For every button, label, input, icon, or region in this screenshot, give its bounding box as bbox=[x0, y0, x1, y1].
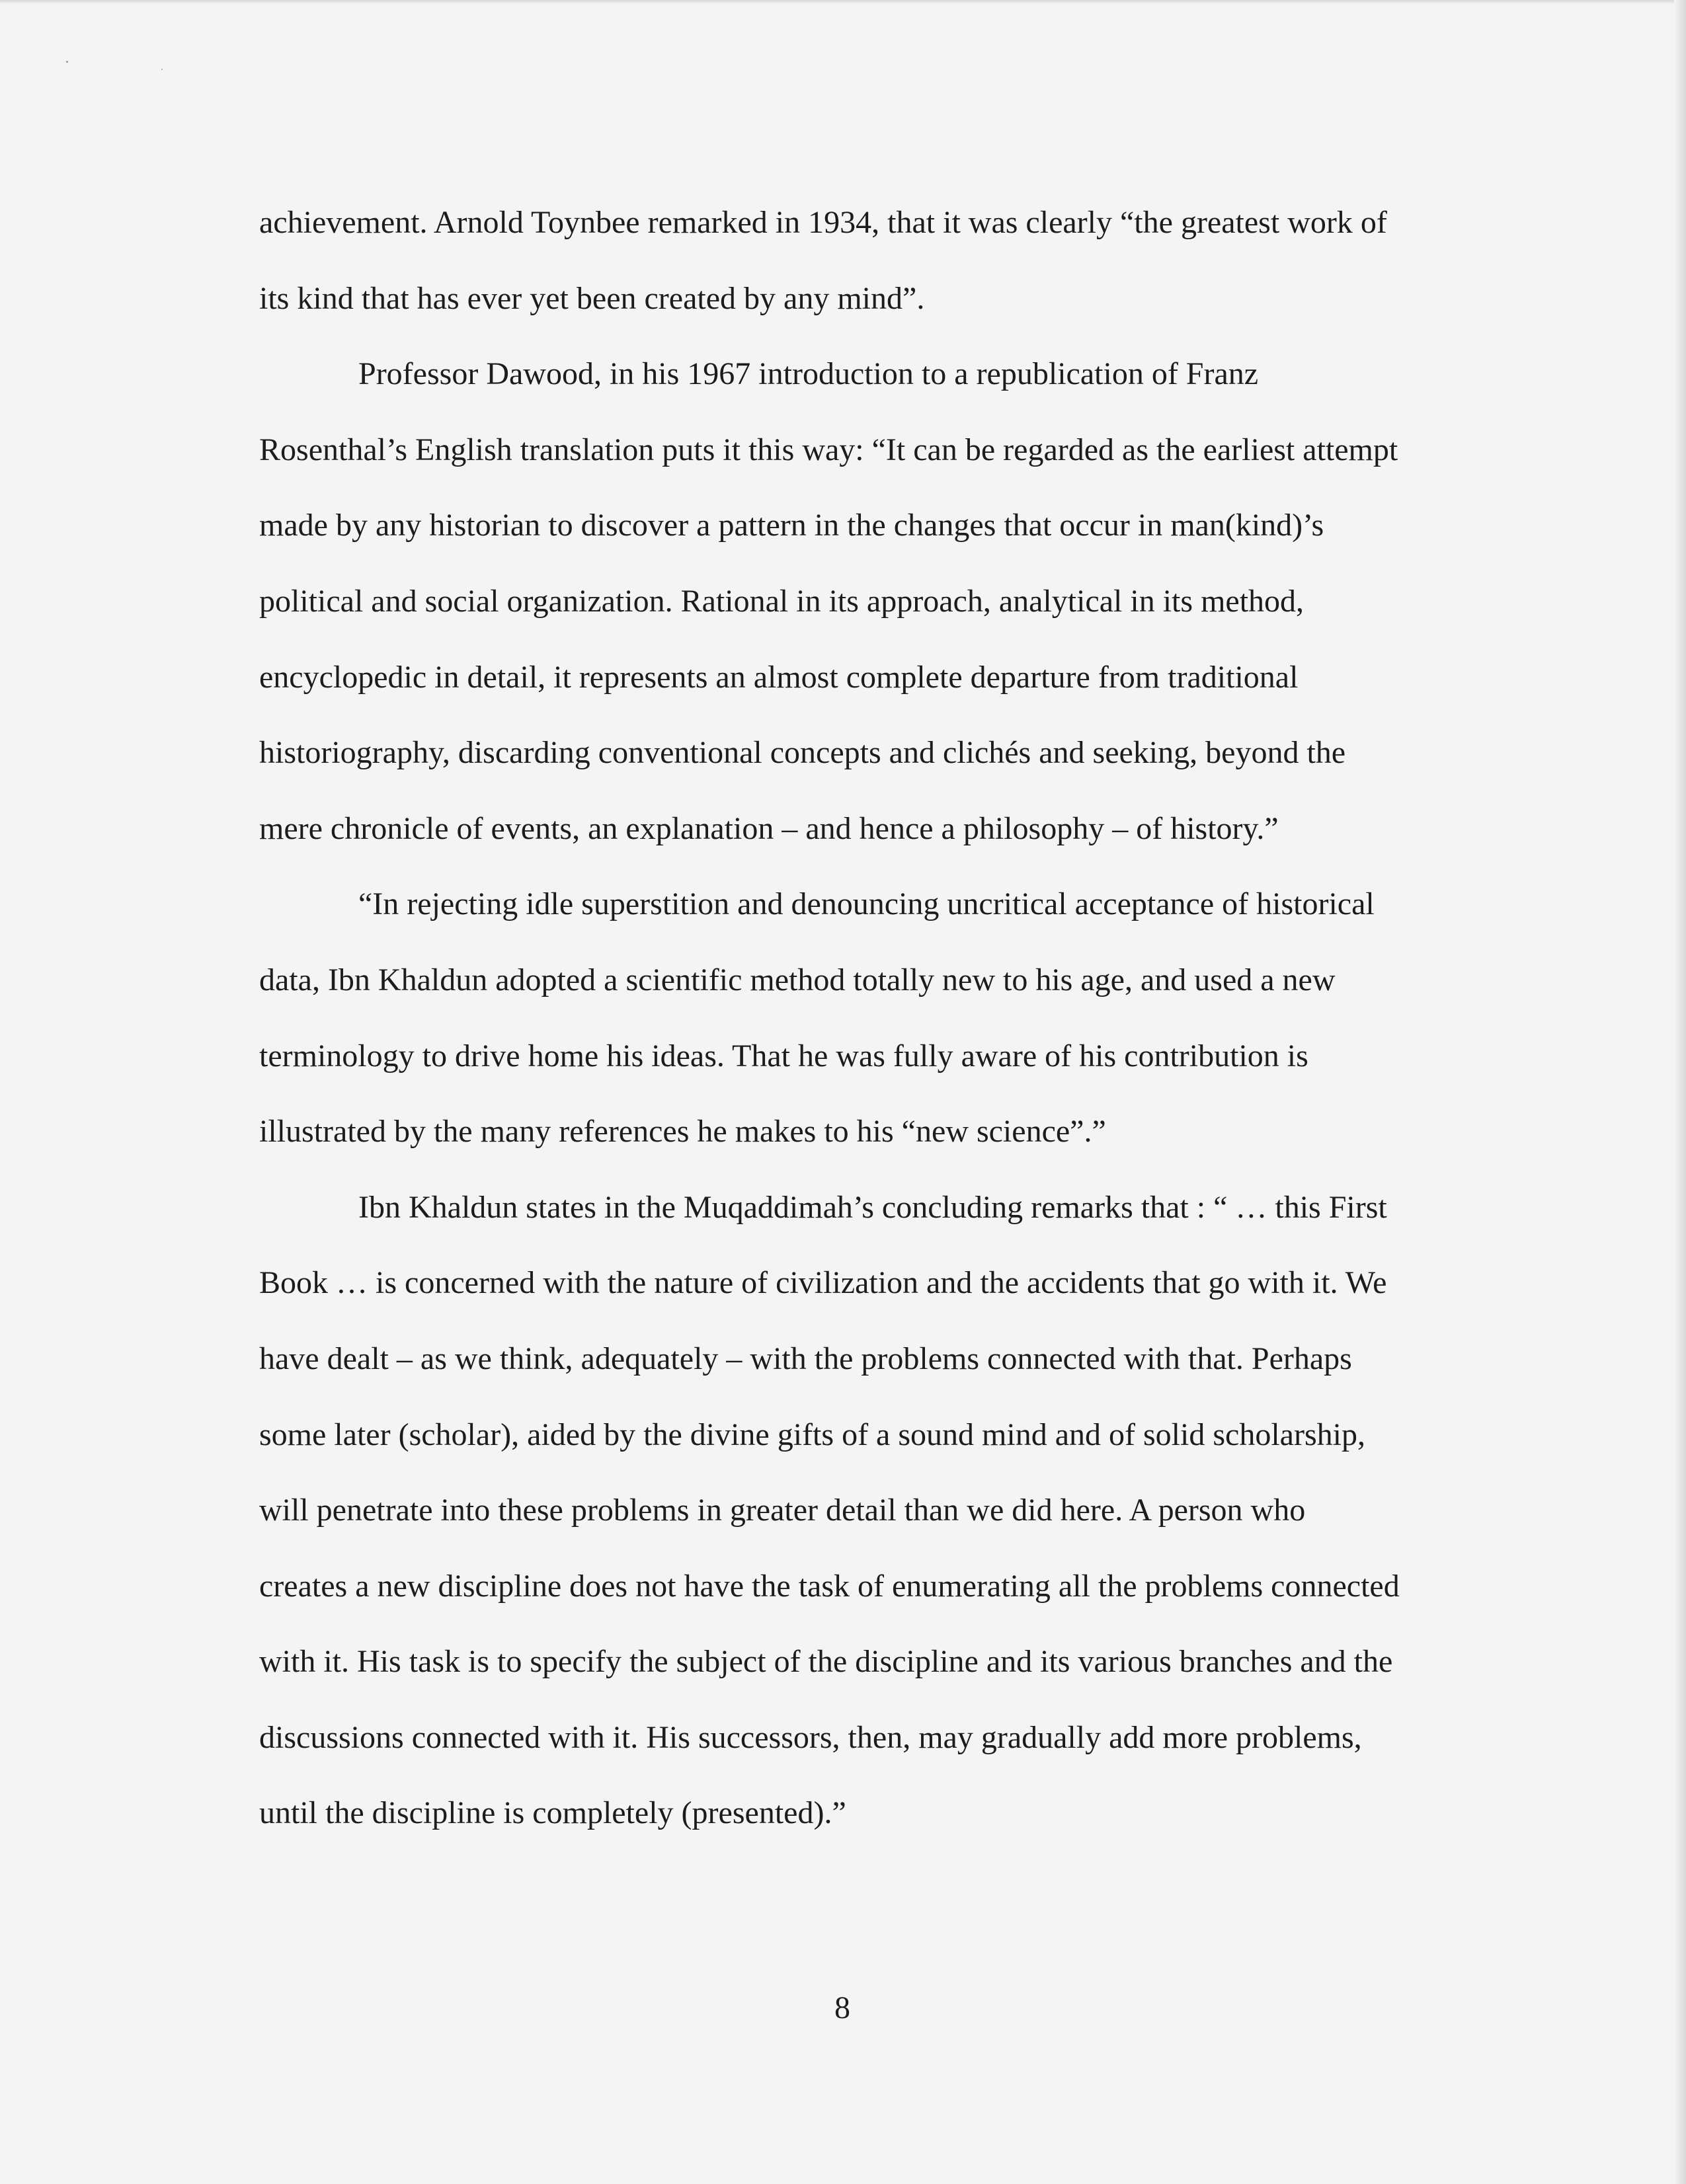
text-line: made by any historian to discover a pattern in the changes that occur in man(kind)’s bbox=[259, 508, 1324, 543]
paragraph-3 bbox=[259, 867, 1449, 1169]
text-line: will penetrate into these problems in greater detail than we did here. A person who bbox=[259, 1493, 1306, 1528]
text-line: Rosenthal’s English translation puts it this way: “It can be regarded as the earliest attempt bbox=[259, 432, 1398, 467]
scan-speck bbox=[66, 61, 68, 63]
text-line: Book … is concerned with the nature of civilization and the accidents that go with it. We bbox=[259, 1265, 1387, 1301]
text-line: achievement. Arnold Toynbee remarked in 1934, that it was clearly “the greatest work of bbox=[259, 205, 1387, 240]
text-line: Professor Dawood, in his 1967 introduction to a republication of Franz bbox=[358, 356, 1259, 392]
text-line: its kind that has ever yet been created by any mind”. bbox=[259, 280, 925, 316]
text-line: Ibn Khaldun states in the Muqaddimah’s concluding remarks that : “ … this First bbox=[358, 1189, 1387, 1225]
text-line: illustrated by the many references he makes to his “new science”.” bbox=[259, 1114, 1106, 1150]
paragraph-2 bbox=[259, 336, 1449, 867]
text-line: mere chronicle of events, an explanation – and hence a philosophy – of history.” bbox=[259, 810, 1279, 846]
text-line: political and social organization. Rational in its approach, analytical in its method, bbox=[259, 583, 1305, 619]
paragraph-1 bbox=[259, 185, 1449, 336]
text-line: historiography, discarding conventional concepts and clichés and seeking, beyond the bbox=[259, 735, 1346, 771]
paragraph-4 bbox=[259, 1170, 1449, 1852]
text-line: have dealt – as we think, adequately – with the problems connected with that. Perhaps bbox=[259, 1341, 1352, 1376]
scan-speck bbox=[161, 69, 163, 70]
text-line: until the discipline is completely (presented).” bbox=[259, 1795, 846, 1831]
text-line: with it. His task is to specify the subject of the discipline and its various branches and the bbox=[259, 1644, 1393, 1680]
text-line: data, Ibn Khaldun adopted a scientific method totally new to his age, and used a new bbox=[259, 962, 1336, 997]
page-top-edge bbox=[0, 0, 1686, 4]
text-line: “In rejecting idle superstition and denouncing uncritical acceptance of historical bbox=[358, 886, 1375, 922]
text-line: discussions connected with it. His successors, then, may gradually add more problems, bbox=[259, 1719, 1362, 1755]
text-line: creates a new discipline does not have the task of enumerating all the problems connected bbox=[259, 1568, 1400, 1604]
body-text bbox=[259, 185, 1449, 1852]
text-line: encyclopedic in detail, it represents an almost complete departure from traditional bbox=[259, 659, 1299, 695]
text-line: terminology to drive home his ideas. That he was fully aware of his contribution is bbox=[259, 1038, 1308, 1073]
text-line: some later (scholar), aided by the divine gifts of a sound mind and of solid scholarship, bbox=[259, 1417, 1365, 1452]
page-number: 8 bbox=[834, 1990, 850, 2025]
page-right-edge bbox=[1674, 0, 1686, 2184]
